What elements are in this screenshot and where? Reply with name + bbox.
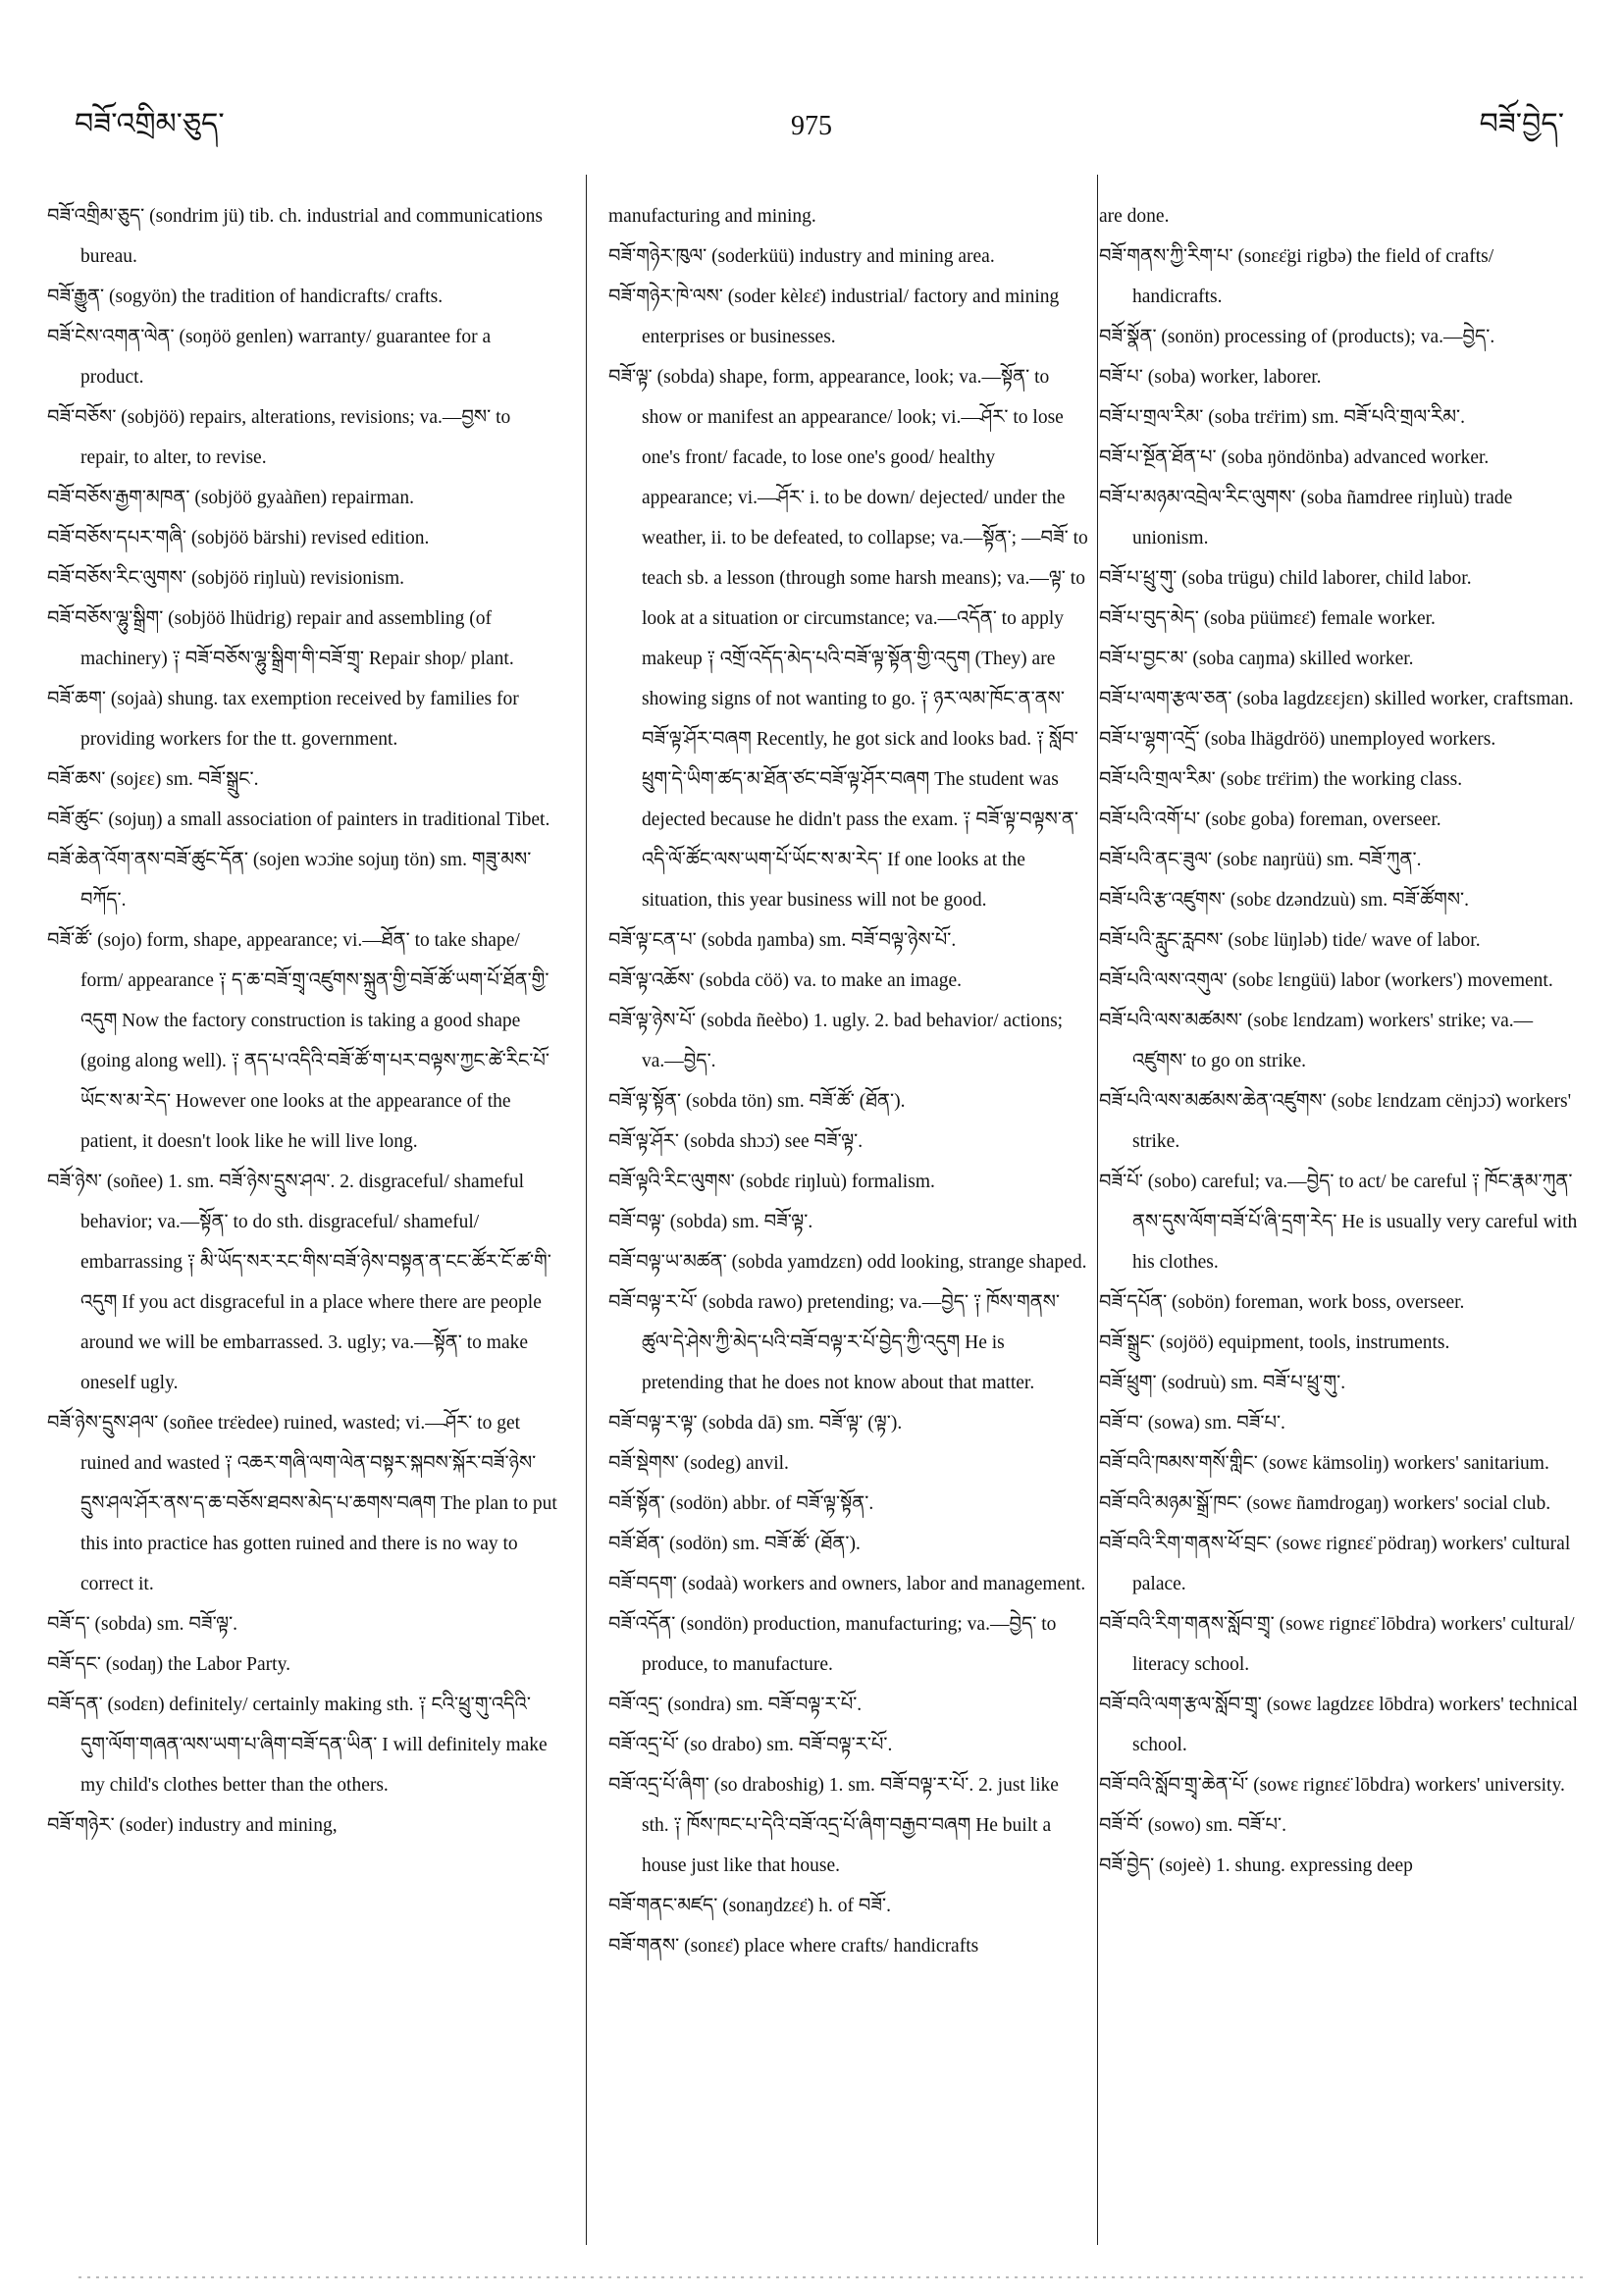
dictionary-entry: བཟོ་པ་བུད་མེད་ (soba püümɛɛ̈) female worker. <box>1099 608 1436 629</box>
dictionary-entry: བཟོ་བའི་ཁམས་གསོ་གླིང་ (sowɛ kämsoliŋ) workers' sanitarium. <box>1099 1453 1549 1474</box>
dictionary-entry: བཟོ་དང་ (sodaŋ) the Labor Party. <box>47 1654 290 1675</box>
dictionary-entry: བཟོ་པའི་ལས་མཚམས་ (sobɛ lɛndzam) workers' strike; va.—འཛུགས་ to go on strike. <box>1099 1011 1534 1071</box>
dictionary-entry: བཟོ་པ་སྔོན་ཐོན་པ་ (soba ŋöndönba) advanced worker. <box>1099 447 1490 468</box>
dictionary-entry: བཟོ་སྣོན་ (sonön) processing of (products); va.—བྱེད་. <box>1099 327 1495 347</box>
dictionary-entry: བཟོ་ལྟ་སྟོན་ (sobda tön) sm. བཟོ་ཚོ་ (ཐོན་). <box>608 1091 906 1112</box>
dictionary-entry: བཟོ་རྒྱུན་ (sogyön) the tradition of handicrafts/ crafts. <box>47 287 444 307</box>
dictionary-entry: བཟོ་ལྟ་ཉེས་པོ་ (sobda ñeèbo) 1. ugly. 2. bad behavior/ actions; va.—བྱེད་. <box>608 1011 1064 1071</box>
dictionary-entry: བཟོ་སྟོན་ (sodön) abbr. of བཟོ་ལྟ་སྟོན་. <box>608 1493 874 1514</box>
dictionary-entry: བཟོ་པའི་ལས་འགུལ་ (sobɛ lɛngüü) labor (workers') movement. <box>1099 970 1553 991</box>
dictionary-entry: བཟོ་བཅོས་རིང་ལུགས་ (sobjöö riŋluù) revisionism. <box>47 568 405 589</box>
dictionary-entry: བཟོ་འདྲ་ (sondra) sm. བཟོ་བལྟ་ར་པོ་. <box>608 1695 863 1715</box>
dictionary-entry: བཟོ་གཉེར་ཁེ་ལས་ (soder kèlɛɛ̈) industrial/ factory and mining enterprises or businesses. <box>608 287 1060 347</box>
dictionary-entry: བཟོ་འགྲིམ་ཅུད་ (sondrim jü) tib. ch. industrial and communications bureau. <box>47 206 543 267</box>
dictionary-entry: བཟོ་ཉེས་ (soñee) 1. sm. བཟོ་ཉེས་དྲུས་ཤལ་. 2. disgraceful/ shameful behavior; va.—སྟོན་ to do sth. disgraceful/ shameful/ embarrassing ༑ མི་ཡོད་སར་རང་གིས་བཟོ་ཉེས་བསྟན་ན་ངང་ཚོར་ངོ་ཚ་གི་འདུག If you act disgraceful in a place where there are people around we will be embarrassed. 3. ugly; va.—སྟོན་ to make oneself ugly. <box>47 1172 551 1393</box>
dictionary-entry: བཟོ་ངེས་འགན་ལེན་ (soŋöö genlen) warranty/ guarantee for a product. <box>47 327 492 388</box>
dictionary-entry: བཟོ་བཅོས་རྒྱག་མཁན་ (sobjöö gyaàñen) repairman. <box>47 488 414 508</box>
dictionary-entry: བཟོ་ཆག་ (sojaà) shung. tax exemption received by families for providing workers for the tt. government. <box>47 689 519 750</box>
dictionary-entry: བཟོ་བའི་མཉམ་སྒྲོ་ཁང་ (sowɛ ñamdrogaŋ) workers' social club. <box>1099 1493 1551 1514</box>
page-number: 975 <box>791 111 832 141</box>
dictionary-entry: བཟོ་པ་ (soba) worker, laborer. <box>1099 367 1322 388</box>
dictionary-entry: བཟོ་ཆས་ (sojɛɛ) sm. བཟོ་སྒྲུང་. <box>47 769 259 790</box>
dictionary-entry: བཟོ་བོ་ (sowo) sm. བཟོ་པ་. <box>1099 1815 1287 1836</box>
dictionary-entry: བཟོ་པའི་རླུང་རླབས་ (sobɛ lüŋləb) tide/ wave of labor. <box>1099 930 1481 951</box>
dictionary-entry: are done. <box>1099 206 1170 227</box>
dictionary-entry: བཟོ་ཐོན་ (sodön) sm. བཟོ་ཚོ་ (ཐོན་). <box>608 1534 861 1554</box>
dictionary-entry: བཟོ་པའི་རྩ་འཛུགས་ (sobɛ dzəndzuù) sm. བཟོ་ཚོགས་. <box>1099 890 1470 911</box>
dictionary-entry: བཟོ་འདྲ་པོ་ (so drabo) sm. བཟོ་བལྟ་ར་པོ་. <box>608 1735 893 1755</box>
dictionary-entry: བཟོ་ཚོ་ (sojo) form, shape, appearance; vi.—ཐོན་ to take shape/ form/ appearance ༑ ད་ཆ་བཟོ་གྲྭ་འཛུགས་སྐྲུན་གྱི་བཟོ་ཚོ་ཡག་པོ་ཐོན་གྱི་འདུག Now the factory construction is taking a good shape (going along well). ༑ ནད་པ་འདིའི་བཟོ་ཚོ་ག་པར་བལྟས་ཀྱང་ཚེ་རིང་པོ་ཡོང་ས་མ་རེད་ However one looks at the appearance of the patient, it doesn't look like he will live long. <box>47 930 550 1152</box>
column-middle <box>608 196 1089 2237</box>
dictionary-entry: བཟོ་བལྟ་ར་ལྟ་ (sobda dā) sm. བཟོ་ལྟ་ (ལྟ་). <box>608 1413 903 1434</box>
dictionary-entry: བཟོ་ལྟ་ (sobda) shape, form, appearance, look; va.—སྟོན་ to show or manifest an appearance/ look; vi.—ཤོར་ to lose one's front/ facade, to lose one's good/ healthy appearance; vi.—ཤོར་ i. to be down/ dejected/ under the weather, ii. to be defeated, to collapse; va.—སྟོན་; —བཟོ་ to teach sb. a lesson (through some harsh means); va.—ལྟ་ to look at a situation or circumstance; va.—འདོན་ to apply makeup ༑ འགྲོ་འདོད་མེད་པའི་བཟོ་ལྟ་སྟོན་གྱི་འདུག (They) are showing signs of not wanting to go. ༑ ཉར་ལམ་ཁོང་ན་ནས་བཟོ་ལྟ་ཤོར་བཞག Recently, he got sick and looks bad. ༑ སློབ་ཕྲུག་དེ་ཡིག་ཚད་མ་ཐོན་ཙང་བཟོ་ལྟ་ཤོར་བཞག The student was dejected because he didn't pass the exam. ༑ བཟོ་ལྟ་བལྟས་ན་འདི་ལོ་ཚོང་ལས་ཡག་པོ་ཡོང་ས་མ་རེད་ If one looks at the situation, this year business will not be good. <box>608 367 1088 911</box>
dictionary-entry: བཟོ་བའི་སློབ་གྲྭ་ཆེན་པོ་ (sowɛ rignɛɛ̈ lōbdra) workers' university. <box>1099 1775 1565 1796</box>
dictionary-entry: བཟོ་འདྲ་པོ་ཞིག་ (so draboshig) 1. sm. བཟོ་བལྟ་ར་པོ་. 2. just like sth. ༑ ཁོས་ཁང་པ་དེའི་བཟོ་འདྲ་པོ་ཞིག་བརྒྱབ་བཞག He built a house just like that house. <box>608 1775 1059 1876</box>
dictionary-entry: བཟོ་བལྟ་ཡ་མཚན་ (sobda yamdzɛn) odd looking, strange shaped. <box>608 1252 1087 1273</box>
dictionary-entry: བཟོ་བལྟ་ (sobda) sm. བཟོ་ལྟ་. <box>608 1212 813 1232</box>
dictionary-entry: བཟོ་བལྟ་ར་པོ་ (sobda rawo) pretending; va.—བྱེད་ ༑ ཁོས་གནས་ཚུལ་དེ་ཤེས་ཀྱི་མེད་པའི་བཟོ་བལྟ་ར་པོ་བྱེད་ཀྱི་འདུག He is pretending that he does not know about that matter. <box>608 1292 1061 1393</box>
left-running-head: བཟོ་འགྲིམ་ཅུད་ <box>75 108 225 140</box>
dictionary-entry: manufacturing and mining. <box>608 206 816 227</box>
dictionary-entry: བཟོ་པོ་ (sobo) careful; va.—བྱེད་ to act/ be careful ༑ ཁོང་རྣམ་ཀུན་ནས་དུས་ལོག་བཟོ་པོ་ཞི་དྲག་རེད་ He is usually very careful with his clothes. <box>1099 1172 1578 1273</box>
dictionary-entry: བཟོ་བདག་ (sodaà) workers and owners, labor and management. <box>608 1574 1086 1594</box>
dictionary-entry: བཟོ་བའི་རིག་གནས་ཕོ་བྲང་ (sowɛ rignɛɛ̈ pödraŋ) workers' cultural palace. <box>1099 1534 1571 1594</box>
dictionary-entry: བཟོ་པའི་གྲལ་རིམ་ (sobɛ trɛ̈rim) the working class. <box>1099 769 1463 790</box>
dictionary-entry: བཟོ་པ་ལྷག་འདྲོ་ (soba lhägdröö) unemployed workers. <box>1099 729 1496 750</box>
dictionary-entry: བཟོ་ལྟའི་རིང་ལུགས་ (sobdɛ riŋluù) formalism. <box>608 1172 935 1192</box>
dictionary-entry: བཟོ་ལྟ་འཆོས་ (sobda cöö) va. to make an image. <box>608 970 962 991</box>
dictionary-entry: བཟོ་པ་མཉམ་འབྲེལ་རིང་ལུགས་ (soba ñamdree riŋluù) trade unionism. <box>1099 488 1513 548</box>
dictionary-entry: བཟོ་གནང་མཛད་ (sonaŋdzɛɛ̈) h. of བཟོ་. <box>608 1896 892 1916</box>
dictionary-entry: བཟོ་པའི་འགོ་པ་ (sobɛ goba) foreman, overseer. <box>1099 809 1441 830</box>
dictionary-entry: བཟོ་བཅོས་ (sobjöö) repairs, alterations, revisions; va.—བྱས་ to repair, to alter, to revise. <box>47 407 511 468</box>
dictionary-entry: བཟོ་གནས་ཀྱི་རིག་པ་ (sonɛɛ̈gi rigbə) the field of crafts/ handicrafts. <box>1099 246 1494 307</box>
dictionary-entry: བཟོ་ལྟ་ངན་པ་ (sobda ŋamba) sm. བཟོ་བལྟ་ཉེས་པོ་. <box>608 930 957 951</box>
dictionary-entry: བཟོ་སྒྲུང་ (sojöö) equipment, tools, instruments. <box>1099 1332 1450 1353</box>
dictionary-entry: བཟོ་ཉེས་དྲུས་ཤལ་ (soñee trɛ̈edee) ruined, wasted; vi.—ཤོར་ to get ruined and wasted ༑ འཆར་གཞི་ལག་ལེན་བསྟར་སྐབས་སྐོར་བཟོ་ཉེས་དྲུས་ཤལ་ཤོར་ནས་ད་ཆ་བཅོས་ཐབས་མེད་པ་ཆགས་བཞག The plan to put this into practice has gotten ruined and there is no way to correct it. <box>47 1413 557 1594</box>
dictionary-entry: བཟོ་ཆེན་འོག་ནས་བཟོ་ཚུང་དོན་ (sojen wɔɔ̈ne sojuŋ tön) sm. གཟུ་མས་བཀོད་. <box>47 850 532 911</box>
dictionary-entry: བཟོ་བའི་རིག་གནས་སློབ་གྲྭ་ (sowɛ rignɛɛ̈ lōbdra) workers' cultural/ literacy school. <box>1099 1614 1575 1675</box>
dictionary-entry: བཟོ་པའི་ལས་མཚམས་ཆེན་འཛུགས་ (sobɛ lɛndzam cënjɔɔ̈) workers' strike. <box>1099 1091 1572 1152</box>
dictionary-entry: བཟོ་ལྟ་ཤོར་ (sobda shɔɔ̈) see བཟོ་ལྟ་. <box>608 1131 864 1152</box>
dictionary-entry: བཟོ་ཕྲུག་ (sodruù) sm. བཟོ་པ་ཕྲུ་གུ་. <box>1099 1373 1346 1393</box>
dictionary-entry: བཟོ་ཚུང་ (sojuŋ) a small association of painters in traditional Tibet. <box>47 809 550 830</box>
dictionary-entry: བཟོ་སྡེགས་ (sodeg) anvil. <box>608 1453 789 1474</box>
dictionary-entry: བཟོ་དཔོན་ (sobön) foreman, work boss, overseer. <box>1099 1292 1465 1313</box>
dictionary-entry: བཟོ་གཉེར་ཁུལ་ (soderküü) industry and mining area. <box>608 246 995 267</box>
dictionary-entry: བཟོ་བཅོས་དཔར་གཞི་ (sobjöö bärshi) revised edition. <box>47 528 430 548</box>
right-running-head: བཟོ་བྱེད་ <box>1479 108 1564 140</box>
dictionary-entry: བཟོ་དན་ (sodɛn) definitely/ certainly making sth. ༑ ངའི་ཕྲུ་གུ་འདིའི་དུག་ལོག་གཞན་ལས་ཡག་པ་ཞིག་བཟོ་དན་ཡིན་ I will definitely make my child's clothes better than the others. <box>47 1695 548 1796</box>
dictionary-entry: བཟོ་འདོན་ (sondön) production, manufacturing; va.—བྱེད་ to produce, to manufacture. <box>608 1614 1057 1675</box>
dictionary-entry: བཟོ་བའི་ལག་རྩལ་སློབ་གྲྭ་ (sowɛ lagdzɛɛ lōbdra) workers' technical school. <box>1099 1695 1578 1755</box>
dictionary-entry: བཟོ་པ་ལག་རྩལ་ཅན་ (soba lagdzɛɛjɛn) skilled worker, craftsman. <box>1099 689 1574 709</box>
dictionary-entry: བཟོ་པ་ཕྲུ་གུ་ (soba trügu) child laborer, child labor. <box>1099 568 1472 589</box>
footer-dotted-line <box>79 2276 1584 2278</box>
column-left <box>47 196 557 2237</box>
column-right <box>1099 196 1580 2237</box>
dictionary-entry: བཟོ་བ་ (sowa) sm. བཟོ་པ་. <box>1099 1413 1285 1434</box>
dictionary-entry: བཟོ་བྱེད་ (sojeè) 1. shung. expressing deep <box>1099 1855 1413 1876</box>
column-rule-left <box>586 175 587 2245</box>
dictionary-entry: བཟོ་ད་ (sobda) sm. བཟོ་ལྟ་. <box>47 1614 238 1635</box>
dictionary-entry: བཟོ་པ་བྱང་མ་ (soba caŋma) skilled worker. <box>1099 649 1414 669</box>
dictionary-entry: བཟོ་པ་གྲལ་རིམ་ (soba trɛ̈rim) sm. བཟོ་པའི་གྲལ་རིམ་. <box>1099 407 1465 428</box>
dictionary-entry: བཟོ་གཉེར་ (soder) industry and mining, <box>47 1815 338 1836</box>
dictionary-entry: བཟོ་པའི་ནང་ཟུལ་ (sobɛ naŋrüü) sm. བཟོ་ཀུན་. <box>1099 850 1422 870</box>
dictionary-entry: བཟོ་གནས་ (sonɛɛ̈) place where crafts/ handicrafts <box>608 1936 979 1957</box>
dictionary-entry: བཟོ་བཅོས་ལྷུ་སྒྲིག་ (sobjöö lhüdrig) repair and assembling (of machinery) ༑ བཟོ་བཅོས་ལྷུ་སྒྲིག་གི་བཟོ་གྲྭ་ Repair shop/ plant. <box>47 608 514 669</box>
column-rule-right <box>1097 175 1098 2245</box>
